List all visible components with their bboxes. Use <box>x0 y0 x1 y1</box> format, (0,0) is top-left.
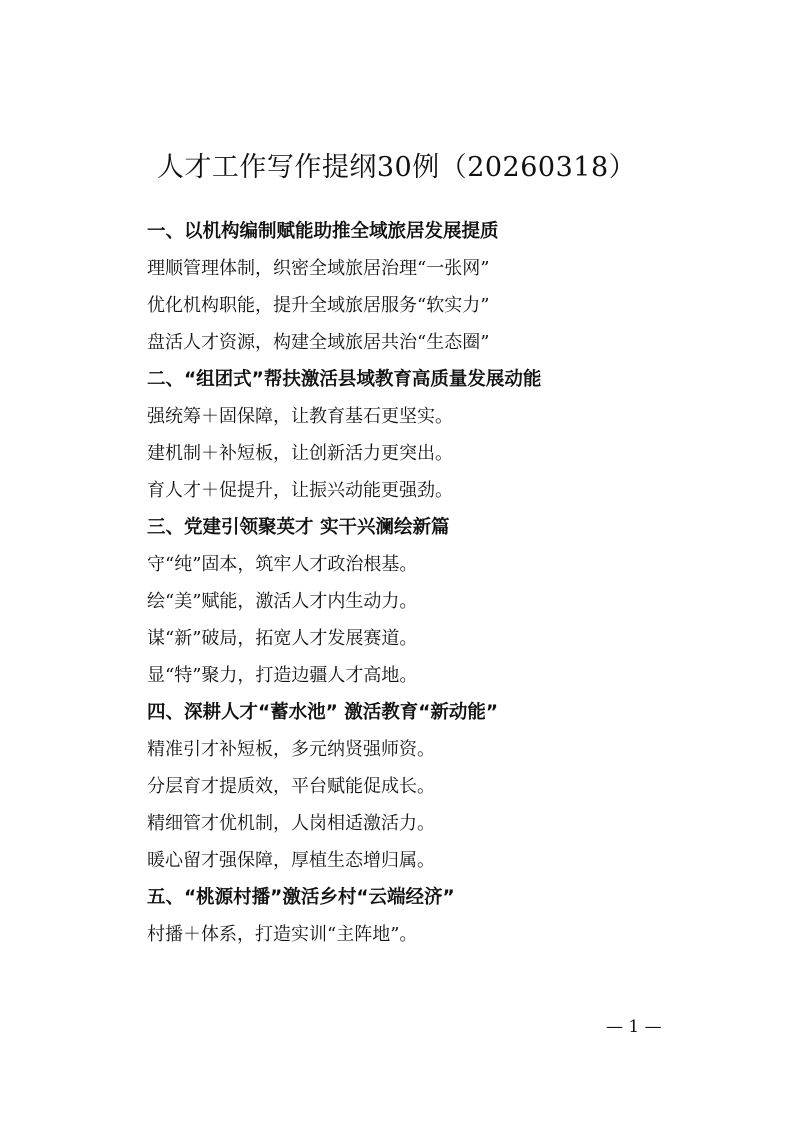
section-heading: 一、以机构编制赋能助推全域旅居发展提质 <box>147 221 499 242</box>
document-title: 人才工作写作提纲30例（20260318） <box>156 152 637 183</box>
section-line: 精细管才优机制，人岗相适激活力。 <box>147 813 435 834</box>
section-heading: 五、“桃源村播”激活乡村“云端经济” <box>147 887 455 908</box>
section-line: 理顺管理体制，织密全域旅居治理“一张网” <box>147 258 490 279</box>
section-line: 守“纯”固本，筑牢人才政治根基。 <box>147 554 418 575</box>
section-heading: 四、深耕人才“蓄水池” 激活教育“新动能” <box>147 702 499 723</box>
section-line: 绘“美”赋能，激活人才内生动力。 <box>147 591 418 612</box>
section-heading: 三、党建引领聚英才 实干兴澜绘新篇 <box>147 517 450 538</box>
section-4 <box>147 694 747 879</box>
section-3 <box>147 509 747 694</box>
section-line: 村播＋体系，打造实训“主阵地”。 <box>147 924 418 945</box>
section-line: 分层育才提质效，平台赋能促成长。 <box>147 776 435 797</box>
section-line: 暖心留才强保障，厚植生态增归属。 <box>147 850 435 871</box>
section-line: 谋“新”破局，拓宽人才发展赛道。 <box>147 628 418 649</box>
section-line: 育人才＋促提升，让振兴动能更强劲。 <box>147 480 453 501</box>
section-5 <box>147 879 747 953</box>
page-number: — 1 — <box>606 1017 662 1037</box>
section-line: 建机制＋补短板，让创新活力更突出。 <box>147 443 453 464</box>
section-line: 盘活人才资源，构建全域旅居共治“生态圈” <box>147 332 490 353</box>
section-line: 精准引才补短板，多元纳贤强师资。 <box>147 739 435 760</box>
section-heading: 二、“组团式”帮扶激活县域教育高质量发展动能 <box>147 369 542 390</box>
document-body <box>147 213 747 953</box>
section-line: 显“特”聚力，打造边疆人才高地。 <box>147 665 418 686</box>
section-1 <box>147 213 747 361</box>
section-2 <box>147 361 747 509</box>
section-line: 强统筹＋固保障，让教育基石更坚实。 <box>147 406 453 427</box>
section-line: 优化机构职能，提升全域旅居服务“软实力” <box>147 295 490 316</box>
